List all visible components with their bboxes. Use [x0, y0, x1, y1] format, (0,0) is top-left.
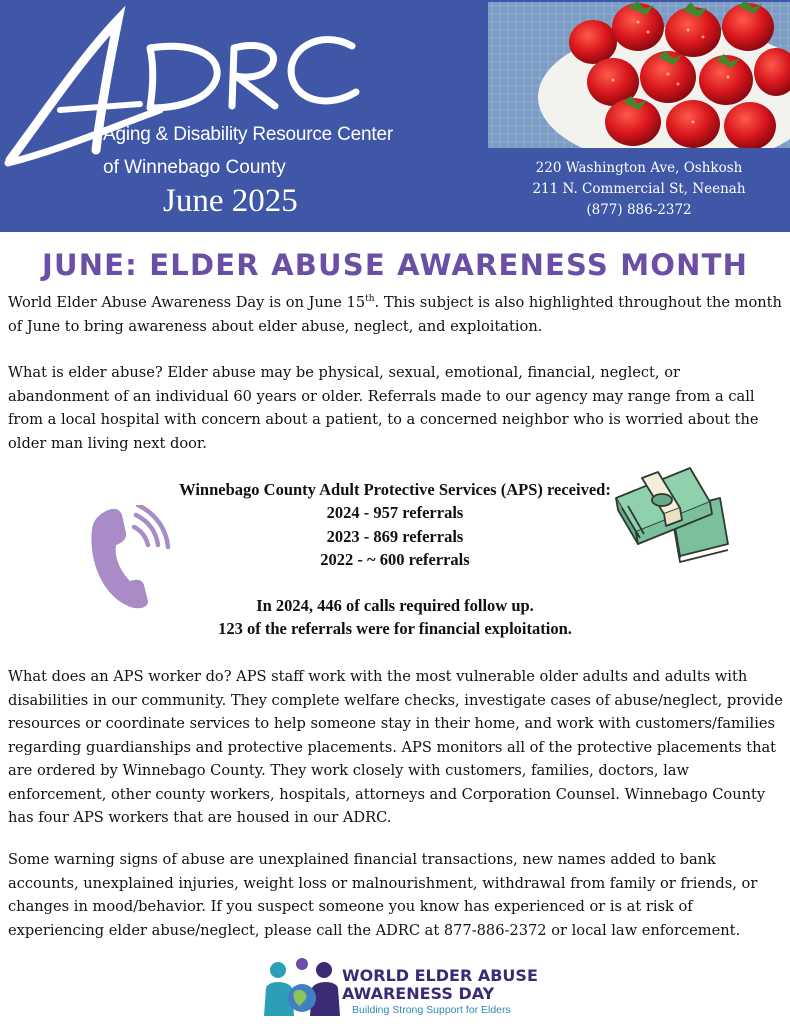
- intro-sup: th: [365, 294, 375, 305]
- followup-line2: 123 of the referrals were for financial exploitation.: [218, 619, 572, 639]
- intro-paragraph: [8, 291, 783, 338]
- stats-row-2023: 2023 - 869 referrals: [326, 526, 464, 546]
- warning-signs-paragraph: Some warning signs of abuse are unexplained financial transactions, new names added to bank accounts, unexplained injuries, weight loss or malnourishment, withdrawal from family or friends, or changes in mood/behavior. If you suspect someone you know has experienced or is at risk of experiencing elder abuse/neglect, please call the ADRC at 877-886-2372 or local law enforcement.: [8, 851, 758, 939]
- adrc-logo: [0, 0, 486, 232]
- page-title: JUNE: ELDER ABUSE AWARENESS MONTH: [41, 248, 749, 282]
- intro-text-b: . This subject is also highlighted throughout the month of June to bring awareness about elder abuse, neglect, and exploitation.: [8, 294, 782, 335]
- address-neenah: 211 N. Commercial St, Neenah: [532, 181, 746, 197]
- weaad-title-line2: AWARENESS DAY: [342, 984, 495, 1003]
- org-name-line1: Aging & Disability Resource Center: [103, 124, 393, 145]
- elder-abuse-definition: What is elder abuse? Elder abuse may be physical, sexual, emotional, financial, neglect, or abandonment of an individual 60 years or older. Referrals made to our agency may range from a call from a local hospital with concern about a patient, to a concerned neighbor who is worried about the older man living next door.: [8, 364, 759, 452]
- address-block: [488, 158, 790, 221]
- phone-icon: [86, 505, 172, 609]
- aps-stats: [100, 478, 690, 571]
- weaad-title-line1: WORLD ELDER ABUSE: [342, 966, 538, 985]
- stats-row-2024: 2024 - 957 referrals: [326, 503, 464, 523]
- address-oshkosh: 220 Washington Ave, Oshkosh: [535, 160, 743, 176]
- followup-line1: In 2024, 446 of calls required follow up.: [256, 596, 534, 615]
- phone-number: (877) 886-2372: [586, 202, 692, 218]
- intro-text-a: World Elder Abuse Awareness Day is on June 15: [8, 294, 366, 311]
- weaad-logo: [262, 958, 538, 1018]
- stats-heading: Winnebago County Adult Protective Services (APS) received:: [179, 480, 611, 499]
- stats-row-2022: 2022 - ~ 600 referrals: [320, 549, 470, 569]
- header-banner: [0, 0, 790, 232]
- strawberries-photo: [488, 2, 790, 148]
- weaad-logo-icon: [262, 958, 342, 1018]
- aps-followup: [100, 594, 690, 641]
- aps-worker-paragraph: What does an APS worker do? APS staff work with the most vulnerable older adults and adults with disabilities in our community. They complete welfare checks, investigate cases of abuse/neglect, provide resources or coordinate services to help someone stay in their home, and work with customers/families regarding guardianships and protective placements. APS monitors all of the protective placements that are ordered by Winnebago County. They work closely with customers, families, doctors, law enforcement, other county workers, hospitals, attorneys and Corporation Counsel. Winnebago County has four APS workers that are housed in our ADRC.: [8, 668, 783, 826]
- issue-date: June 2025: [163, 183, 298, 219]
- org-name-line2: of Winnebago County: [103, 157, 286, 178]
- weaad-tagline: Building Strong Support for Elders: [352, 1004, 511, 1016]
- money-stack-icon: [610, 458, 732, 564]
